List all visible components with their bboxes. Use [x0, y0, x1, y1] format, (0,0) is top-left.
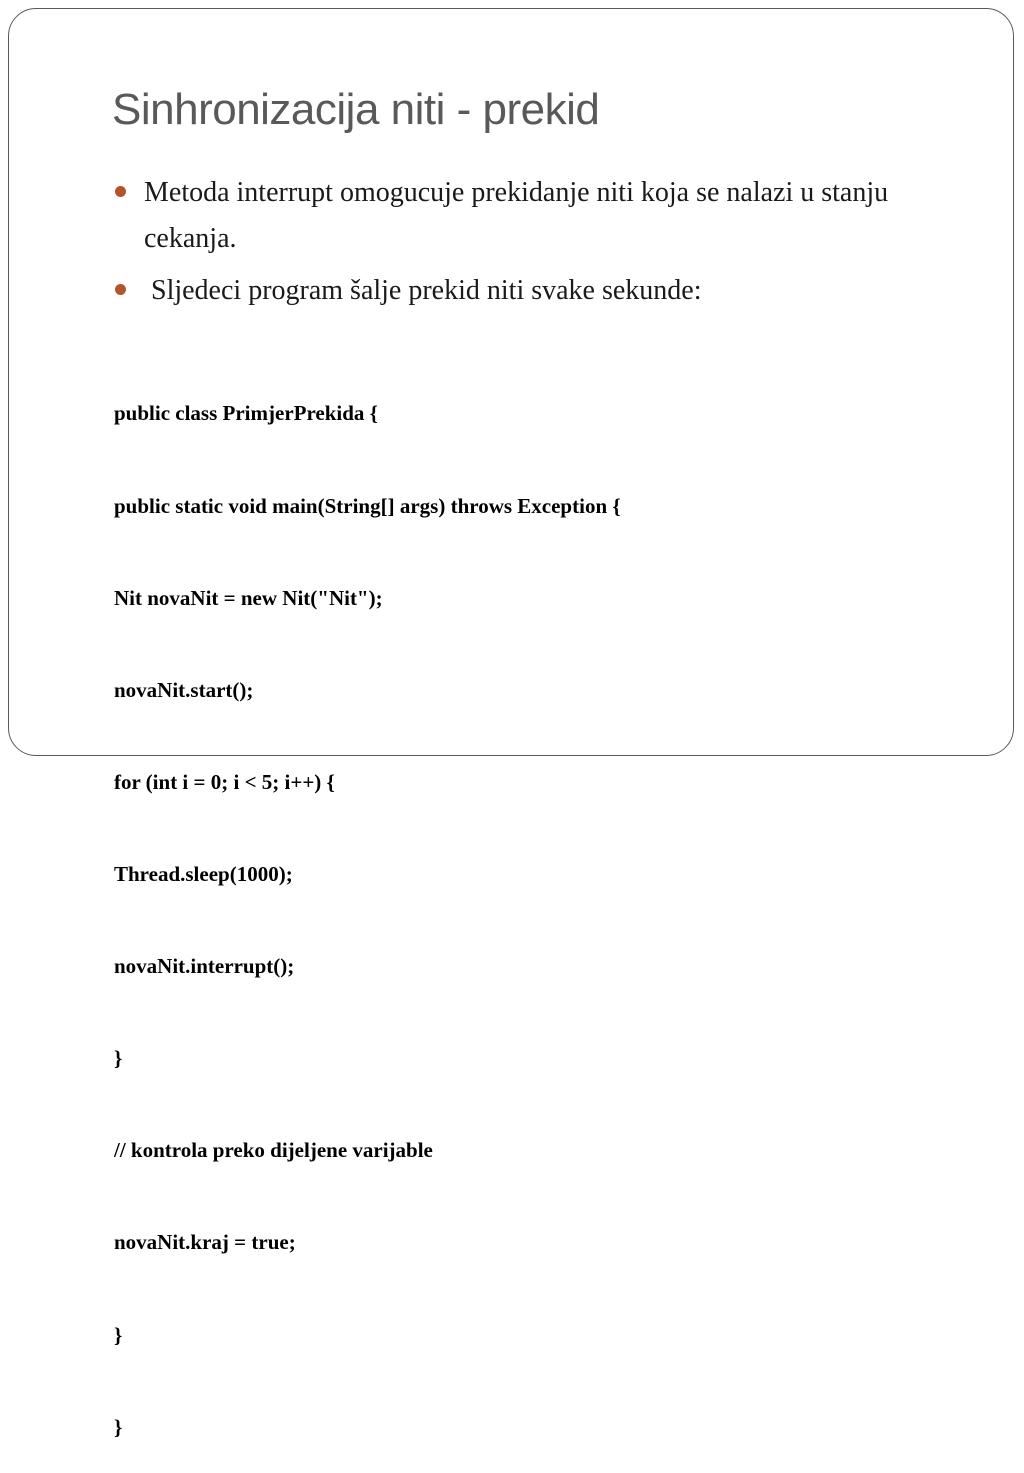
code-line: novaNit.kraj = true; [114, 1230, 296, 1255]
bullet-item [112, 170, 962, 262]
code-line: novaNit.start(); [114, 677, 254, 702]
code-line: } [114, 1046, 123, 1071]
bullet-text: Metoda interrupt omogucuje prekidanje niti koja se nalazi u stanju cekanja. [144, 177, 889, 254]
code-line: Nit novaNit = new Nit("Nit"); [114, 585, 383, 610]
code-line: public class PrimjerPrekida { [114, 401, 378, 426]
code-line: public static void main(String[] args) throws Exception { [114, 493, 621, 518]
bullet-dot-icon [115, 186, 126, 197]
code-line: Thread.sleep(1000); [114, 861, 293, 886]
code-line: } [114, 1414, 123, 1439]
slide-title: Sinhronizacija niti - prekid [112, 85, 600, 134]
code-line: // kontrola preko dijeljene varijable [114, 1138, 433, 1163]
bullet-item [112, 268, 962, 314]
code-line: novaNit.interrupt(); [114, 954, 295, 979]
code-line: } [114, 1322, 123, 1347]
bullet-dot-icon [115, 284, 126, 295]
code-block [114, 337, 621, 1473]
bullet-text: Sljedeci program šalje prekid niti svake sekunde: [144, 275, 702, 306]
code-line: for (int i = 0; i < 5; i++) { [114, 769, 335, 794]
bullet-list [112, 170, 962, 320]
